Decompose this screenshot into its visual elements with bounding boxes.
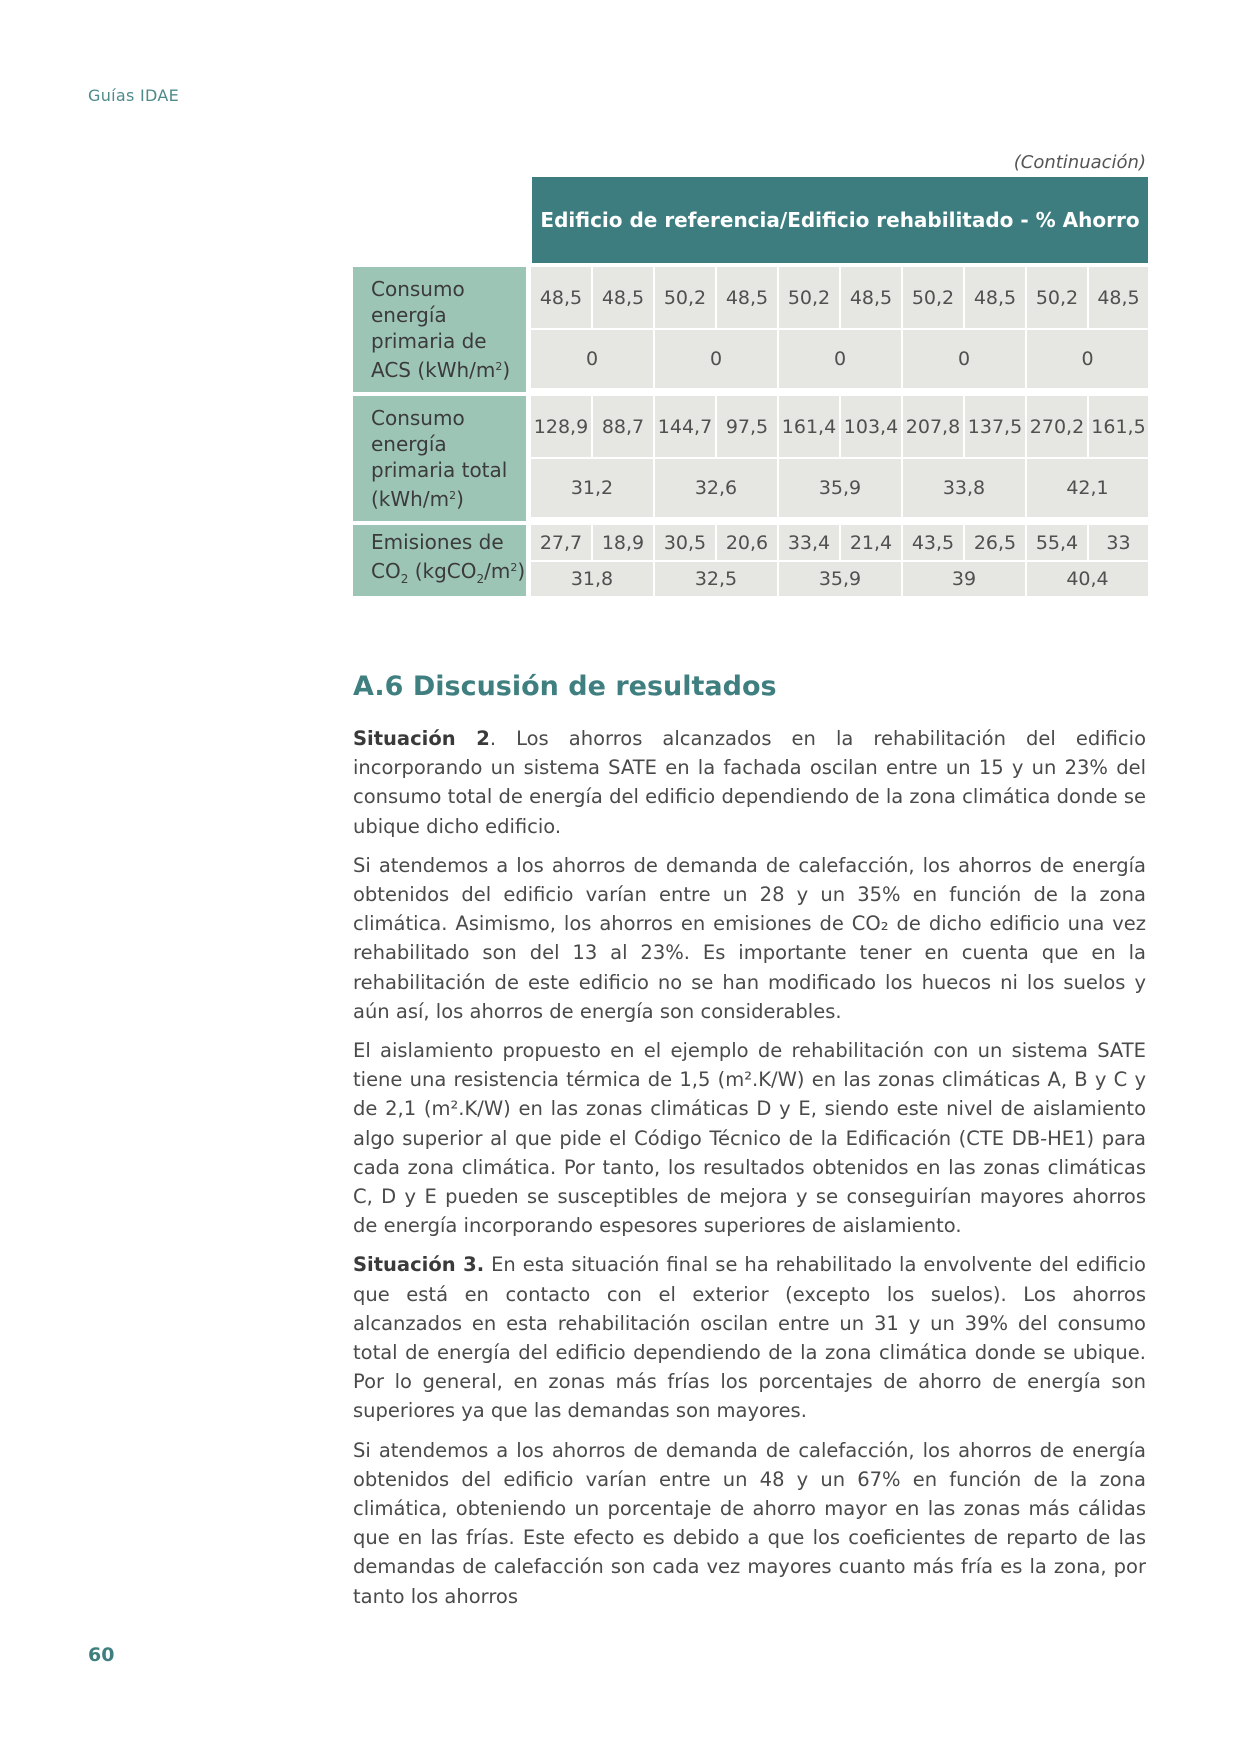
savings-cell: 35,9 — [777, 459, 901, 525]
paragraph-text: Si atendemos a los ahorros de demanda de calefacción, los ahorros de energía obtenidos del edificio varían entre un 28 y un 35% en función de la zona climática. Asimismo, los ahorros en emisiones de CO₂ de dicho edificio una vez rehabilitado son del 13 al 23%. Es importante tener en cuenta que en la rehabilitación de este edificio no se han modificado los huecos ni los suelos y aún así, los ahorros de energía son considerables. — [353, 853, 1146, 1023]
table-cell: 43,5 — [901, 525, 963, 562]
table-cell: 27,7 — [529, 525, 591, 562]
paragraph — [353, 1436, 1146, 1611]
page-number: 60 — [88, 1644, 115, 1666]
paragraph — [353, 1250, 1146, 1425]
table-cell: 50,2 — [777, 267, 839, 330]
savings-cell: 31,8 — [529, 562, 653, 600]
table-cell: 30,5 — [653, 525, 715, 562]
row-label-emissions: Emisiones de $CO_2$ $(kgCO_2/m^2)$ — [353, 525, 529, 600]
table-cell: 48,5 — [715, 267, 777, 330]
row-label-total: Consumo energía primaria total $(kWh/m^2)$ — [353, 396, 529, 525]
savings-cell: 32,5 — [653, 562, 777, 600]
table-cell: 161,5 — [1087, 396, 1148, 459]
table-cell: 21,4 — [839, 525, 901, 562]
table-cell: 33,4 — [777, 525, 839, 562]
paragraph — [353, 851, 1146, 1026]
table-cell: 20,6 — [715, 525, 777, 562]
table-cell: 50,2 — [1025, 267, 1087, 330]
savings-cell: 33,8 — [901, 459, 1025, 525]
table-cell: 50,2 — [901, 267, 963, 330]
table-cell: 26,5 — [963, 525, 1025, 562]
paragraph-text: Si atendemos a los ahorros de demanda de calefacción, los ahorros de energía obtenidos del edificio varían entre un 48 y un 67% en función de la zona climática, obteniendo un porcentaje de ahorro mayor en las zonas más cálidas que en las frías. Este efecto es debido a que los coeficientes de reparto de las demandas de calefacción son cada vez mayores cuanto más fría es la zona, por tanto los ahorros — [353, 1438, 1146, 1608]
savings-cell: 40,4 — [1025, 562, 1148, 600]
table-cell: 103,4 — [839, 396, 901, 459]
savings-cell: 0 — [1025, 330, 1148, 396]
paragraph-text: En esta situación final se ha rehabilitado la envolvente del edificio que está en contacto con el exterior (excepto los suelos). Los ahorros alcanzados en esta rehabilitación oscilan entre un 31 y un 39% del consumo total de energía del edificio dependiendo de la zona climática donde se ubique. Por lo general, en zonas más frías los porcentajes de ahorro de energía son superiores ya que las demandas son mayores. — [353, 1253, 1146, 1423]
savings-cell: 0 — [901, 330, 1025, 396]
body-text — [353, 724, 1146, 1621]
savings-cell: 39 — [901, 562, 1025, 600]
running-head: Guías IDAE — [88, 86, 180, 105]
table-cell: 144,7 — [653, 396, 715, 459]
savings-cell: 35,9 — [777, 562, 901, 600]
savings-cell: 0 — [777, 330, 901, 396]
table-cell: 270,2 — [1025, 396, 1087, 459]
savings-cell: 31,2 — [529, 459, 653, 525]
table-cell: 207,8 — [901, 396, 963, 459]
table-cell: 48,5 — [591, 267, 653, 330]
paragraph-lead: Situación 3. — [353, 1253, 485, 1277]
table-cell: 48,5 — [963, 267, 1025, 330]
section-title: A.6 Discusión de resultados — [353, 671, 777, 702]
table-corner — [353, 177, 529, 263]
savings-cell: 32,6 — [653, 459, 777, 525]
continuation-note: (Continuación) — [1013, 152, 1146, 173]
savings-cell: 0 — [529, 330, 653, 396]
savings-cell: 0 — [653, 330, 777, 396]
table-cell: 128,9 — [529, 396, 591, 459]
table-cell: 48,5 — [1087, 267, 1148, 330]
table-cell: 18,9 — [591, 525, 653, 562]
paragraph-lead: Situación 2 — [353, 727, 490, 750]
table-cell: 48,5 — [529, 267, 591, 330]
table-cell: 137,5 — [963, 396, 1025, 459]
savings-cell: 42,1 — [1025, 459, 1148, 525]
table-header: Edificio de referencia/Edificio rehabilitado - % Ahorro — [529, 177, 1148, 263]
savings-table — [353, 177, 1148, 600]
row-label-acs: Consumo energía primaria de ACS $(kWh/m^2)$ — [353, 267, 529, 396]
table-cell: 48,5 — [839, 267, 901, 330]
table-cell: 97,5 — [715, 396, 777, 459]
paragraph — [353, 724, 1146, 841]
table-cell: 50,2 — [653, 267, 715, 330]
paragraph — [353, 1036, 1146, 1240]
table-cell: 161,4 — [777, 396, 839, 459]
paragraph-text: El aislamiento propuesto en el ejemplo de rehabilitación con un sistema SATE tiene una resistencia térmica de 1,5 (m².K/W) en las zonas climáticas A, B y C y de 2,1 (m².K/W) en las zonas climáticas D y E, siendo este nivel de aislamiento algo superior al que pide el Código Técnico de la Edificación (CTE DB-HE1) para cada zona climática. Por tanto, los resultados obtenidos en las zonas climáticas C, D y E pueden se susceptibles de mejora y se conseguirían mayores ahorros de energía incorporando espesores superiores de aislamiento. — [353, 1039, 1146, 1238]
paragraph-text: . Los ahorros alcanzados en la rehabilitación del edificio incorporando un sistema SATE en la fachada oscilan entre un 15 y un 23% del consumo total de energía del edificio dependiendo de la zona climática donde se ubique dicho edificio. — [353, 727, 1146, 838]
table-cell: 55,4 — [1025, 525, 1087, 562]
table-cell: 33 — [1087, 525, 1148, 562]
table-cell: 88,7 — [591, 396, 653, 459]
